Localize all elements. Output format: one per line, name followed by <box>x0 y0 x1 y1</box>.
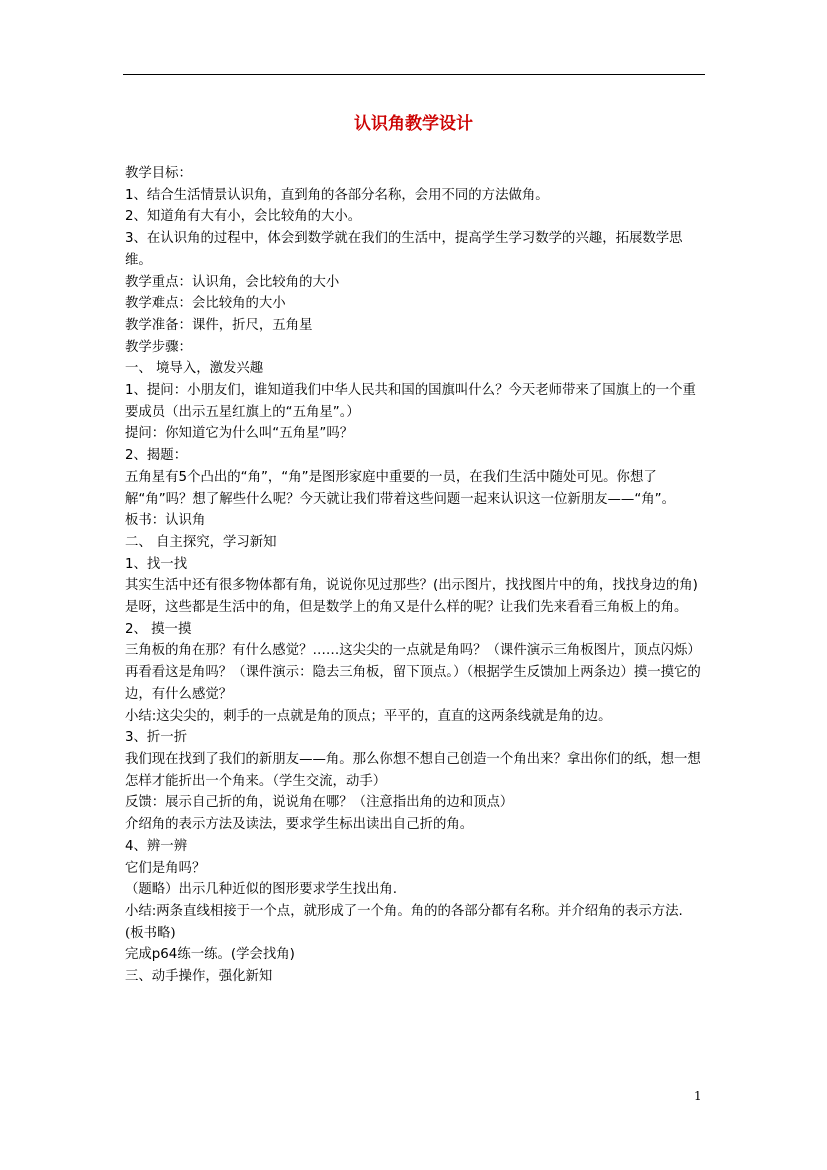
paragraph: 二、 自主探究，学习新知 <box>125 534 277 550</box>
paragraph: 1、提问：小朋友们，谁知道我们中华人民共和国的国旗叫什么？今天老师带来了国旗上的一个重要成员（出示五星红旗上的“五角星”。） <box>125 383 696 420</box>
paragraph: 反馈：展示自己折的角，说说角在哪？（注意指出角的边和顶点） <box>125 795 514 811</box>
page-number: 1 <box>694 1089 702 1103</box>
paragraph: 1、结合生活情景认识角，直到角的各部分名称，会用不同的方法做角。 <box>125 187 549 203</box>
paragraph: 提问：你知道它为什么叫“五角星”吗？ <box>125 426 354 442</box>
paragraph: 一、 境导入，激发兴趣 <box>125 361 264 377</box>
paragraph: 完成p64练一练。(学会找角) <box>125 947 295 963</box>
paragraph: 其实生活中还有很多物体都有角，说说你见过那些？(出示图片，找找图片中的角，找找身边的角)是呀，这些都是生活中的角，但是数学上的角又是什么样的呢？让我们先来看看三角板上的角。 <box>125 578 698 616</box>
paragraph: 教学准备：课件，折尺，五角星 <box>125 317 313 333</box>
paragraph: 3、在认识角的过程中，体会到数学就在我们的生活中，提高学生学习数学的兴趣，拓展数学思维。 <box>125 231 683 268</box>
paragraph: 小结:这尖尖的，刺手的一点就是角的顶点；平平的，直直的这两条线就是角的边。 <box>125 708 612 724</box>
header-rule <box>123 74 705 75</box>
paragraph: 4、辨一辨 <box>125 838 188 854</box>
paragraph: 介绍角的表示方法及读法，要求学生标出读出自己折的角。 <box>125 817 474 833</box>
paragraph: 教学难点：会比较角的大小 <box>125 296 286 312</box>
paragraph: 它们是角吗？ <box>125 860 206 876</box>
paragraph: 五角星有5个凸出的“角”，“角”是图形家庭中重要的一员，在我们生活中随处可见。你想了解“角”吗？想了解些什么呢？今天就让我们带着这些问题一起来认识这一位新朋友——“角”。 <box>125 469 675 507</box>
paragraph: 三角板的角在那？有什么感觉？……这尖尖的一点就是角吗？（课件演示三角板图片，顶点闪烁）再看看这是角吗？（课件演示：隐去三角板，留下顶点。）（根据学生反馈加上两条边）摸一摸它的边，有什么感觉？ <box>125 643 701 702</box>
paragraph: 教学重点：认识角，会比较角的大小 <box>125 274 340 290</box>
paragraph: 我们现在找到了我们的新朋友——角。那么你想不想自己创造一个角出来？拿出你们的纸，想一想怎样才能折出一个角来。（学生交流，动手） <box>125 751 701 789</box>
paragraph: 板书：认识角 <box>125 513 206 529</box>
document-title: 认识角教学设计 <box>354 114 473 134</box>
paragraph: 教学目标： <box>125 166 192 181</box>
paragraph: （题略）出示几种近似的图形要求学生找出角. <box>125 882 398 898</box>
paragraph: 2、知道角有大有小，会比较角的大小。 <box>125 209 362 225</box>
paragraph: (板书略) <box>125 925 176 941</box>
paragraph: 三、动手操作，强化新知 <box>125 969 273 985</box>
paragraph: 2、揭题： <box>125 448 188 464</box>
paragraph: 3、折一折 <box>125 730 188 746</box>
paragraph: 1、找一找 <box>125 556 188 572</box>
paragraph: 2、 摸一摸 <box>125 621 192 637</box>
document-body <box>125 163 705 988</box>
paragraph: 教学步骤： <box>125 339 192 355</box>
paragraph: 小结:两条直线相接于一个点，就形成了一个角。角的的各部分都有名称。并介绍角的表示方法. <box>125 903 683 919</box>
